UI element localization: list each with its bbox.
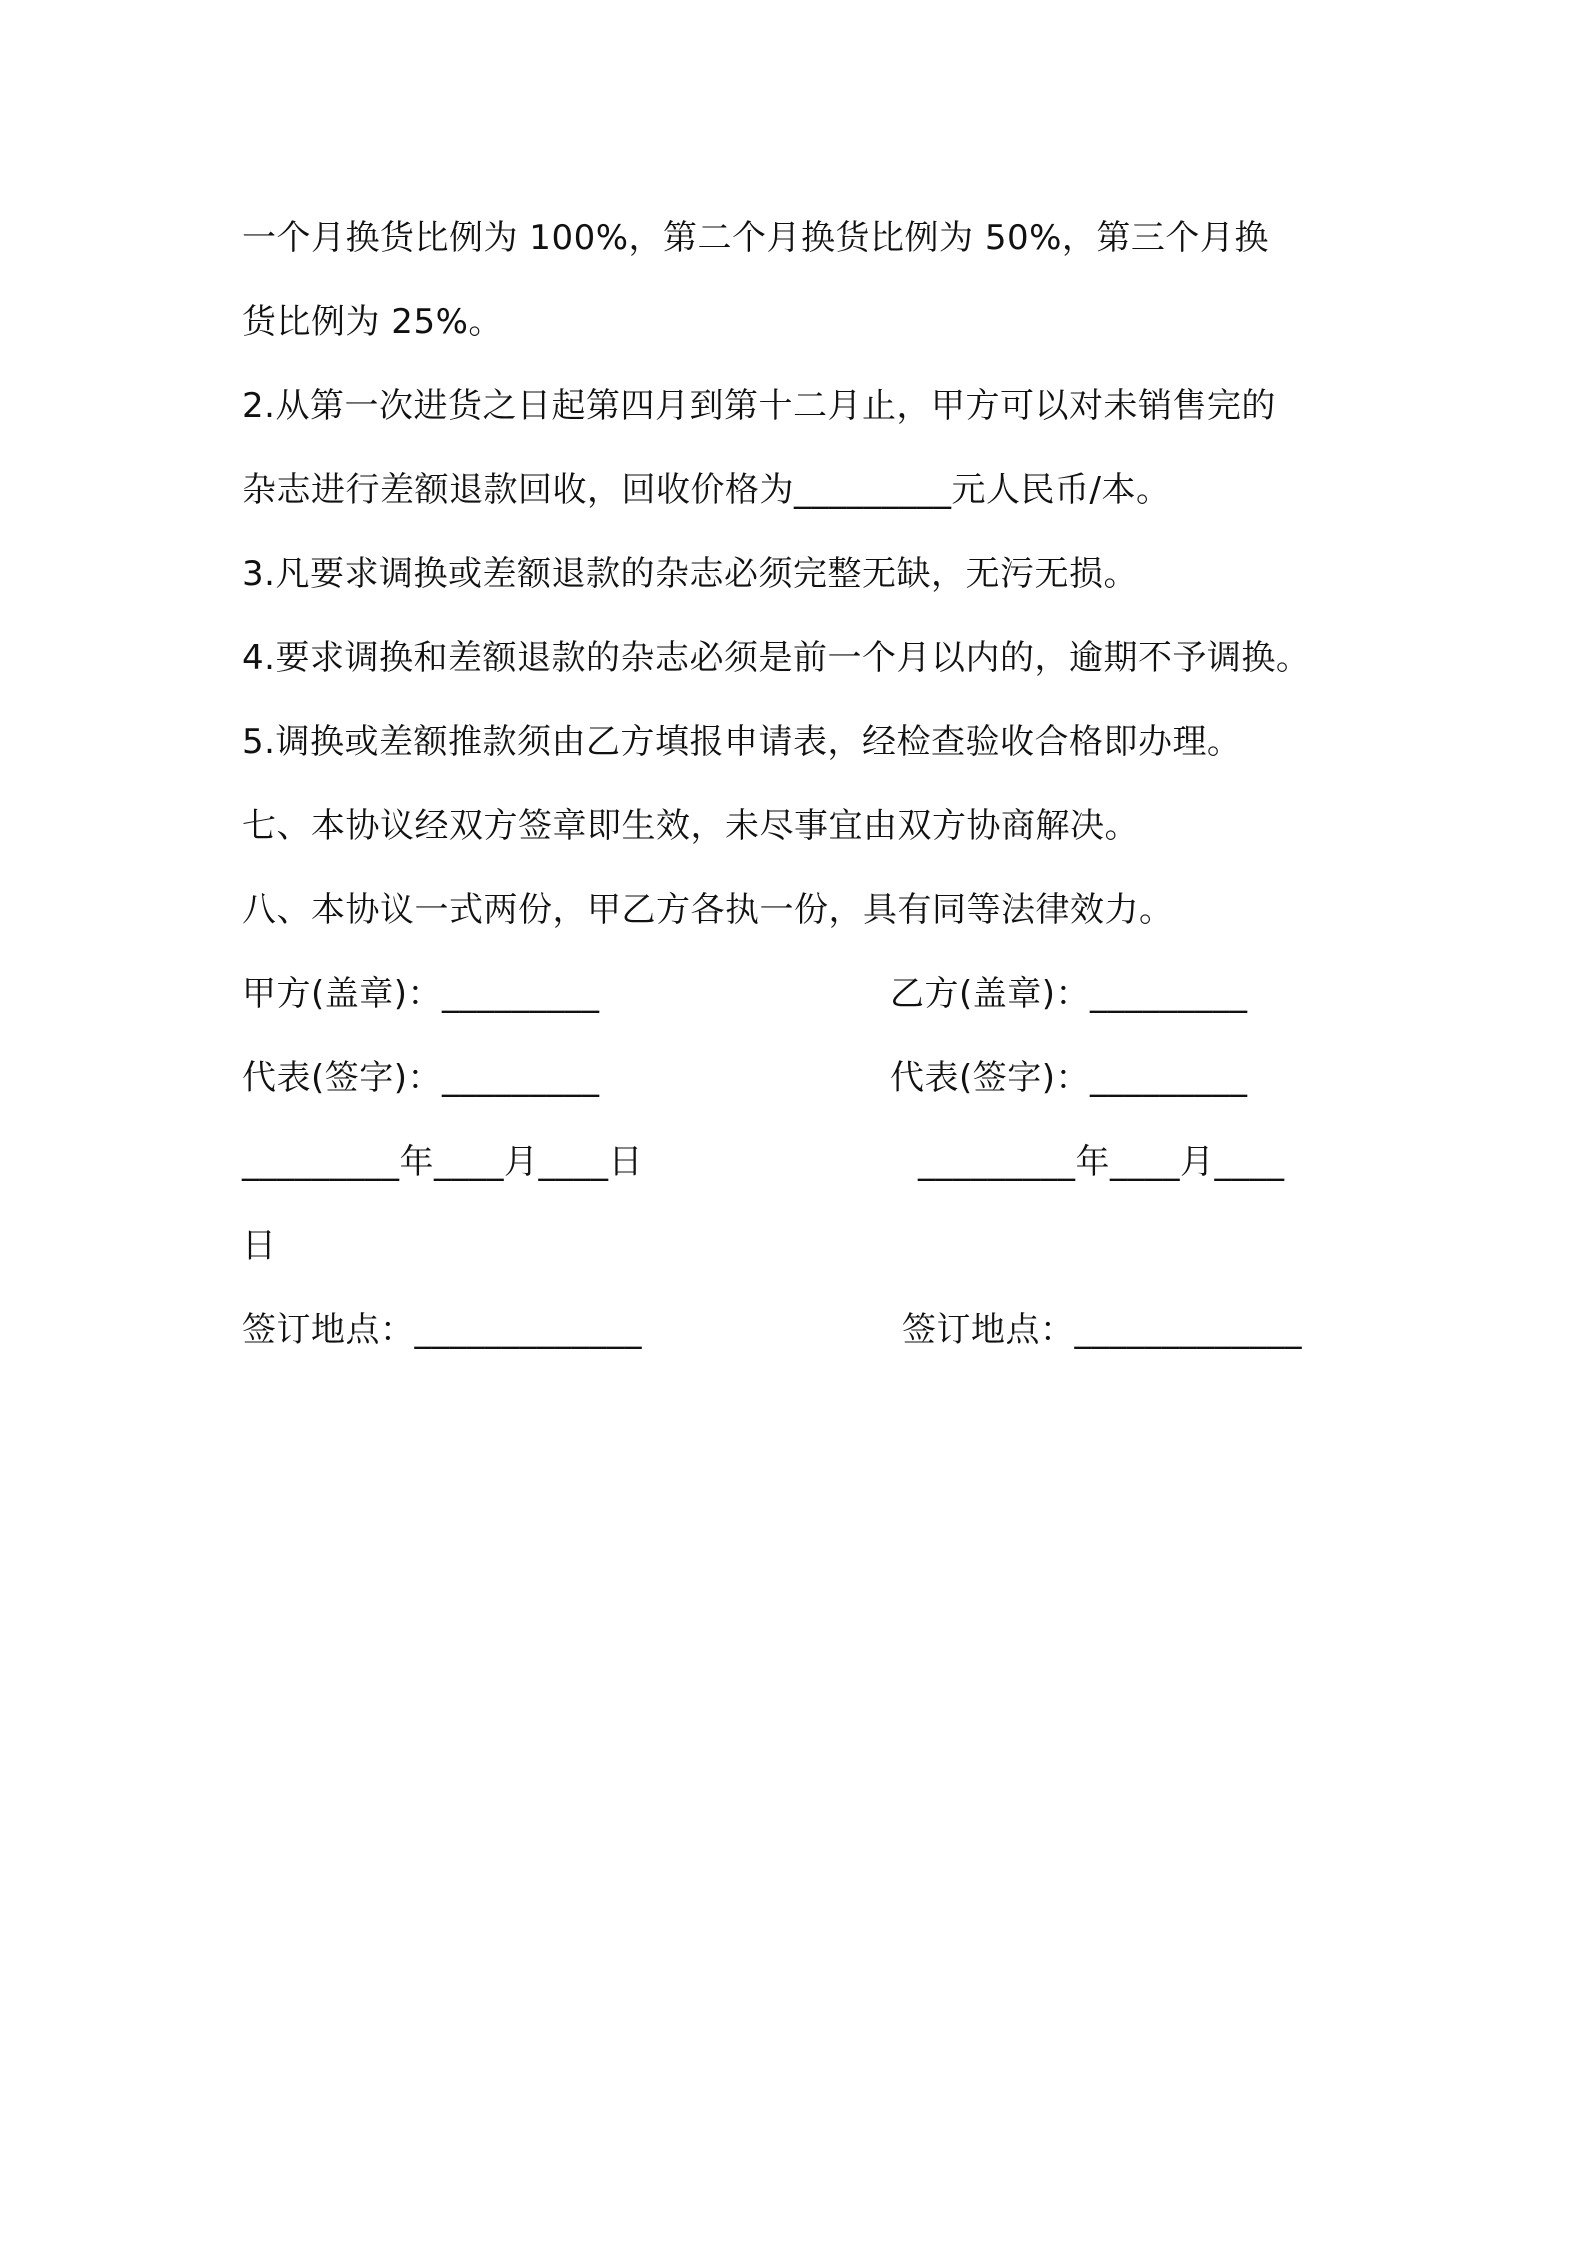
clause-5: 5.调换或差额推款须由乙方填报申请表，经检查验收合格即办理。 bbox=[242, 722, 1242, 762]
party-a-seal-field: 甲方(盖章)：_________ bbox=[242, 974, 600, 1014]
party-b-signing-place-field: 签订地点：_____________ bbox=[902, 1310, 1302, 1350]
clause-2-line: 杂志进行差额退款回收，回收价格为_________元人民币/本。 bbox=[242, 470, 1171, 510]
party-a-signing-place-field: 签订地点：_____________ bbox=[242, 1310, 642, 1350]
representative-row bbox=[242, 1036, 1392, 1120]
seal-row bbox=[242, 952, 1392, 1036]
party-a-date-field: _________年____月____日 bbox=[242, 1142, 643, 1182]
signing-place-row bbox=[242, 1288, 1392, 1372]
party-b-date-field: _________年____月____ bbox=[918, 1142, 1285, 1182]
date-wrap-line: 日 bbox=[242, 1226, 277, 1266]
party-a-representative-field: 代表(签字)：_________ bbox=[242, 1058, 600, 1098]
document-body bbox=[242, 196, 1392, 1372]
article-7: 七、本协议经双方签章即生效，未尽事宜由双方协商解决。 bbox=[242, 806, 1139, 846]
clause-2-line: 2.从第一次进货之日起第四月到第十二月止，甲方可以对未销售完的 bbox=[242, 386, 1276, 426]
party-b-representative-field: 代表(签字)：_________ bbox=[890, 1058, 1248, 1098]
party-b-seal-field: 乙方(盖章)：_________ bbox=[890, 974, 1248, 1014]
date-row bbox=[242, 1120, 1392, 1204]
clause-3: 3.凡要求调换或差额退款的杂志必须完整无缺，无污无损。 bbox=[242, 554, 1138, 594]
article-8: 八、本协议一式两份，甲乙方各执一份，具有同等法律效力。 bbox=[242, 890, 1174, 930]
paragraph-line: 一个月换货比例为 100%，第二个月换货比例为 50%，第三个月换 bbox=[242, 218, 1269, 258]
paragraph-line: 货比例为 25%。 bbox=[242, 302, 503, 342]
clause-4: 4.要求调换和差额退款的杂志必须是前一个月以内的，逾期不予调换。 bbox=[242, 638, 1311, 678]
